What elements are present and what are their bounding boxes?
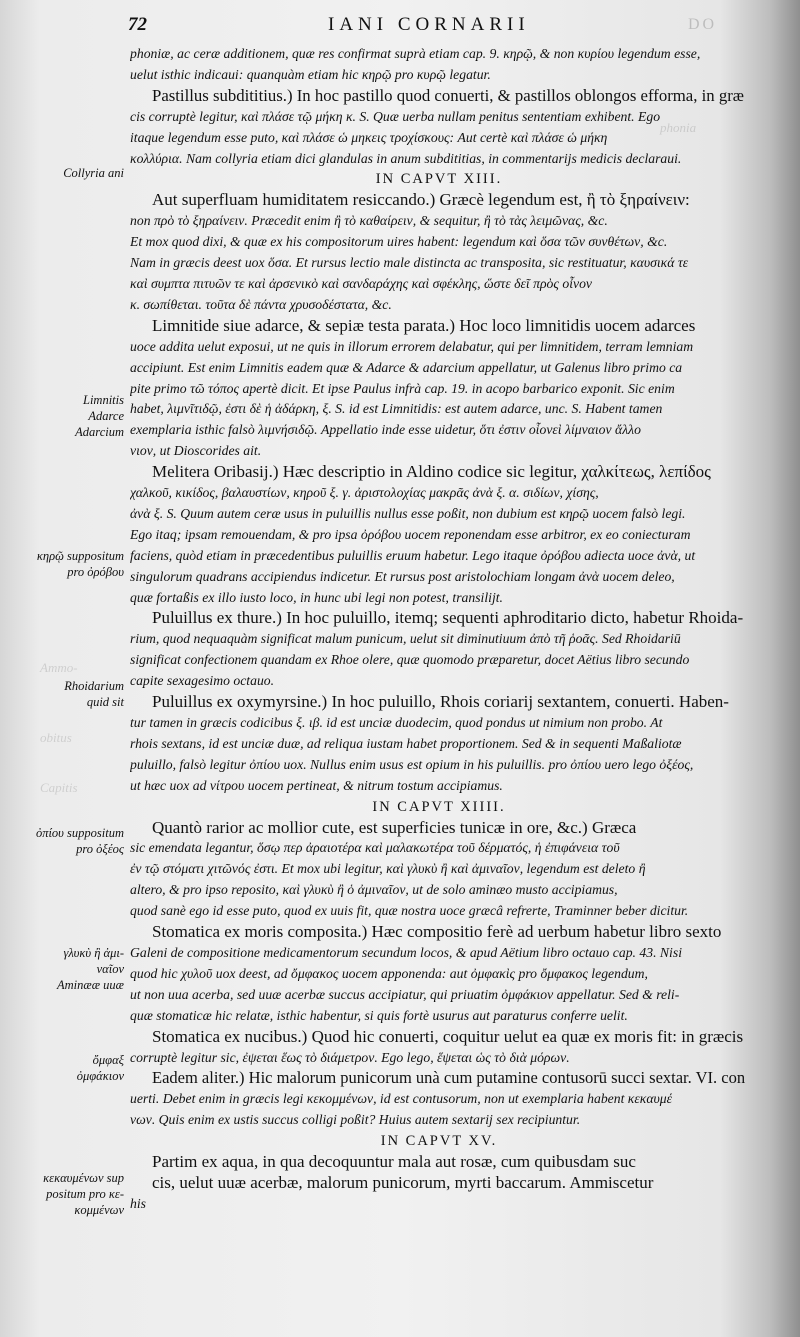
chapter-heading: IN CAPVT XIIII. — [372, 798, 506, 815]
marginal-note-text: Rhoidarium quid sit — [64, 679, 124, 709]
bleed-through-header: DO — [688, 16, 718, 33]
text-line: Nam in græcis deest uox ὅσα. Et rursus lectio male distincta ac transposita, sic restituatur, καυσικά τε — [130, 255, 689, 271]
text-line: quod hic χυλοῦ uox deest, ad ὄμφακος uocem apponenda: aut ὀμφακὶς pro ὄμφακος legendum, — [130, 965, 648, 981]
text-line: exemplaria isthic falsò λιμνήσιδῷ. Appellatio inde esse uidetur, ὅτι ἐστιν οἷονεὶ λίμναιον ἄλλο — [130, 422, 641, 438]
marginal-note-text: κηρῷ suppositum pro ὀρόβου — [36, 549, 124, 579]
text-line: uerti. Debet enim in græcis legi κεκομμένων, id est contusorum, non ut exemplaria habent κεκαυμέ — [130, 1091, 673, 1107]
text-line: his — [130, 1195, 146, 1211]
bleed-through-text: Ammo- — [40, 660, 78, 675]
text-line: puluillo, falsò legitur ὀπίου uox. Nullus enim usus est opium in his puluillis. pro ὀπίου uero lego ὀξέος, — [130, 756, 694, 772]
lemma-line: Pastillus subdititius.) In hoc pastillo quod conuerti, & pastillos oblongos efforma, in græ — [152, 85, 744, 105]
text-line: χαλκοῦ, κικίδος, βαλαυστίων, κηροῦ ξ. γ. ἀριστολοχίας μακρᾶς ἀνὰ ξ. α. σιδίων, χίσης, — [130, 485, 599, 501]
text-line: accipiunt. Est enim Limnitis eadem quæ & Adarce & adarcium appellatur, ut Galenus libro primo ca — [130, 359, 683, 375]
text-line: νιον, ut Dioscorides ait. — [130, 443, 262, 459]
text-line: Et mox quod dixi, & quæ ex his compositorum uires habent: legendum καὶ ὅσα τῶν συνθέτων, &c. — [130, 234, 668, 250]
text-line: sic emendata legantur, ὅσῳ περ ἀραιοτέρα καὶ μαλακωτέρα τοῦ δέρματός, ἡ ἐπιφάνεια τοῦ — [130, 840, 620, 856]
marginal-note-text: Limnitis Adarce Adarcium — [75, 393, 124, 439]
marginal-note-text: κεκαυμένων sup positum pro κε- κομμένων — [43, 1171, 124, 1217]
bleed-through-text: obitus — [40, 730, 72, 745]
text-line: non πρὸ τὸ ξηραίνειν. Præcedit enim ἢ τὸ καθαίρειν, & sequitur, ἢ τὸ τὰς λειμῶνας, &c. — [130, 213, 608, 229]
body-text — [130, 44, 748, 1215]
text-line: altero, & pro ipso reposito, καὶ γλυκὺ ἢ ὁ ἀμιναῖον, ut de solo aminæo musto accipiamus, — [130, 882, 618, 898]
text-line: ἀνὰ ξ. S. Quum autem ceræ usus in puluillis nullus esse poßit, non dubium est κηρῷ uocem falsò legi. — [130, 505, 686, 521]
page-number: 72 — [128, 14, 147, 35]
text-line: καὶ συμπτα πιτυῶν τε καὶ ἀρσενικὸ καὶ σανδαράχης καὶ σφέκλης, ὥστε δεῖ πρὸς οἶνον — [130, 275, 593, 291]
text-line: pite primo τῶ τόπος apertè dicit. Et ipse Paulus infrà cap. 19. in acopo barbarico exponit. Sic enim — [130, 380, 675, 396]
lemma-line: Eadem aliter.) Hic malorum punicorum unà cum putamine contusorū succi sextar. VI. con — [152, 1068, 746, 1088]
text-line: cis corruptè legitur, καὶ πλάσε τῷ μήκη κ. S. Quæ uerba nullam penitus sententiam exhibent. Ego — [130, 108, 661, 124]
text-line: ἐν τῷ στόματι χιτῶνός ἐστι. Et mox ubi legitur, καὶ γλυκὺ ἢ καὶ ἀμιναῖον, legendum est deleto ἢ — [130, 861, 646, 877]
text-line: ut hæc uox ad νίτρου uocem pertineat, & nitrum tostum accipiamus. — [130, 777, 503, 793]
text-line: faciens, quòd etiam in præcedentibus puluillis eruum habetur. Lego itaque ὀρόβου adiecta uoce ἀνὰ, ut — [130, 547, 696, 563]
marginal-note — [28, 392, 124, 440]
text-line: Ego itaq; ipsam remouendam, & pro ipsa ὀρόβου uocem reponendam esse arbitror, ex eo coniecturam — [130, 526, 691, 542]
marginal-note — [28, 945, 124, 993]
text-line: κ. σωπίθεται. τοῦτα δὲ πάντα χρυσοδέστατα, &c. — [130, 296, 392, 312]
bleed-through-text: phonia — [660, 120, 697, 135]
chapter-heading: IN CAPVT XIII. — [375, 171, 503, 188]
text-line: capite sexagesimo octauo. — [130, 673, 275, 689]
text-line: quæ stomaticæ hic relatæ, isthic habentur, si quis fortè usurus aut paraturus conferre uelit. — [130, 1007, 628, 1023]
text-line: κολλύρια. Nam collyria etiam dici glandulas in anum subdititias, in commentarijs medicis declaraui. — [130, 150, 682, 166]
text-line: quæ fortaßis ex illo iusto loco, in hunc ubi legi non potest, transilijt. — [130, 589, 503, 605]
lemma-line: Partim ex aqua, in qua decoquuntur mala aut rosæ, cum quibusdam suc — [152, 1152, 636, 1172]
lemma-line: Aut superfluam humiditatem resiccando.) Græcè legendum est, ἢ τὸ ξηραίνειν: — [152, 190, 690, 210]
lemma-line: Melitera Oribasij.) Hæc descriptio in Aldino codice sic legitur, χαλκίτεως, λεπίδος — [152, 462, 711, 482]
marginal-note — [28, 1170, 124, 1218]
text-line: tur tamen in græcis codicibus ξ. ιβ. id est unciæ duodecim, quod pondus ut nimium non probo. At — [130, 715, 663, 730]
text-line: uelut isthic indicaui: quanquàm etiam hic κηρῷ pro κυρῷ legatur. — [130, 66, 491, 82]
running-header — [128, 14, 748, 40]
lemma-line: Stomatica ex moris composita.) Hæc compositio ferè ad uerbum habetur libro sexto — [152, 922, 722, 942]
running-title: IANI CORNARII — [328, 14, 530, 35]
text-line: significat confectionem quandam ex Rhoe olere, quæ quomodo præparetur, docet Aëtius libro secundo — [130, 652, 690, 668]
marginal-note — [28, 165, 124, 181]
text-line: ut non uua acerba, sed uuæ acerbæ succus accipiatur, qui priuatim ὀμφάκιον appellatur. Sed & reli- — [130, 986, 680, 1002]
marginal-note — [28, 678, 124, 710]
marginal-note — [28, 825, 124, 857]
marginal-note — [28, 548, 124, 580]
lemma-line: cis, uelut uuæ acerbæ, malorum punicorum, myrti baccarum. Ammiscetur — [152, 1172, 654, 1192]
text-line: rhois sextans, id est unciæ duæ, ad reliqua iustam habet proportionem. Sed & in sequenti Maßaliotæ — [130, 735, 682, 751]
lemma-line: Puluillus ex oxymyrsine.) In hoc puluillo, Rhois coriarij sextantem, conuerti. Haben- — [152, 692, 729, 712]
text-line: νων. Quis enim ex ustis succus colligi poßit? Huius autem sextarij sex recipiuntur. — [130, 1112, 581, 1128]
text-line: singulorum quadrans accipiendus indicetur. Et rursus post aristolochiam longam ἀνὰ uocem deleo, — [130, 568, 675, 584]
chapter-heading: IN CAPVT XV. — [380, 1133, 498, 1150]
marginal-note-text: ὄμφαξ ὀμφάκιον — [76, 1053, 124, 1083]
text-line: corruptè legitur sic, ἐψεται ἕως τὸ διάμετρον. Ego lego, ἕψεται ὡς τὸ διὰ μόρων. — [130, 1049, 570, 1065]
text-line: quod sanè ego id esse puto, quod ex uuis fit, quæ nostra uoce græcâ refrerte, Traminner beber dicitur. — [130, 903, 689, 919]
text-line: itaque legendum esse puto, καὶ πλάσε ὡ μηκεις τροχίσκους: Aut certè καὶ πλάσε ὡ μήκη — [130, 129, 608, 145]
marginal-note — [28, 1052, 124, 1084]
lemma-line: Puluillus ex thure.) In hoc puluillo, itemq; sequenti aphroditario dicto, habetur Rhoida- — [152, 608, 744, 628]
lemma-line: Quantò rarior ac mollior cute, est superficies tunicæ in ore, &c.) Græca — [152, 817, 637, 837]
bleed-through-text: Capitis — [40, 780, 78, 795]
lemma-line: Stomatica ex nucibus.) Quod hic conuerti, coquitur uelut ea quæ ex moris fit: in græcis — [152, 1026, 744, 1046]
text-line: uoce addita uelut exposui, ut ne quis in illorum errorem delabatur, qui per limnitidem, terram lemniam — [130, 338, 694, 354]
text-line: phoniæ, ac ceræ additionem, quæ res confirmat suprà etiam cap. 9. κηρῷ, & non κυρίου legendum esse, — [130, 46, 701, 61]
marginal-note-text: Collyria ani — [63, 166, 124, 180]
text-line: rium, quod nequaquàm significat malum punicum, uelut sit diminutiuum ἀπὸ τῆ ῥοᾶς. Sed Rhoidariū — [130, 631, 681, 647]
marginal-note-text: γλυκὺ ἢ ἀμι- ναῖον Aminææ uuæ — [56, 946, 124, 992]
marginal-note-text: ὀπίου suppositum pro ὀξέος — [35, 826, 124, 856]
lemma-line: Limnitide siue adarce, & sepiæ testa parata.) Hoc loco limnitidis uocem adarces — [152, 315, 696, 335]
text-line: Galeni de compositione medicamentorum secundum locos, & apud Aëtium libro octauo cap. 43. Nisi — [130, 944, 682, 960]
text-line: habet, λιμνῖτιδῷ, ἐστι δὲ ἡ ἀδάρκη, ξ. S. id est Limnitidis: est autem adarce, unc. S. Habent tamen — [130, 401, 663, 417]
